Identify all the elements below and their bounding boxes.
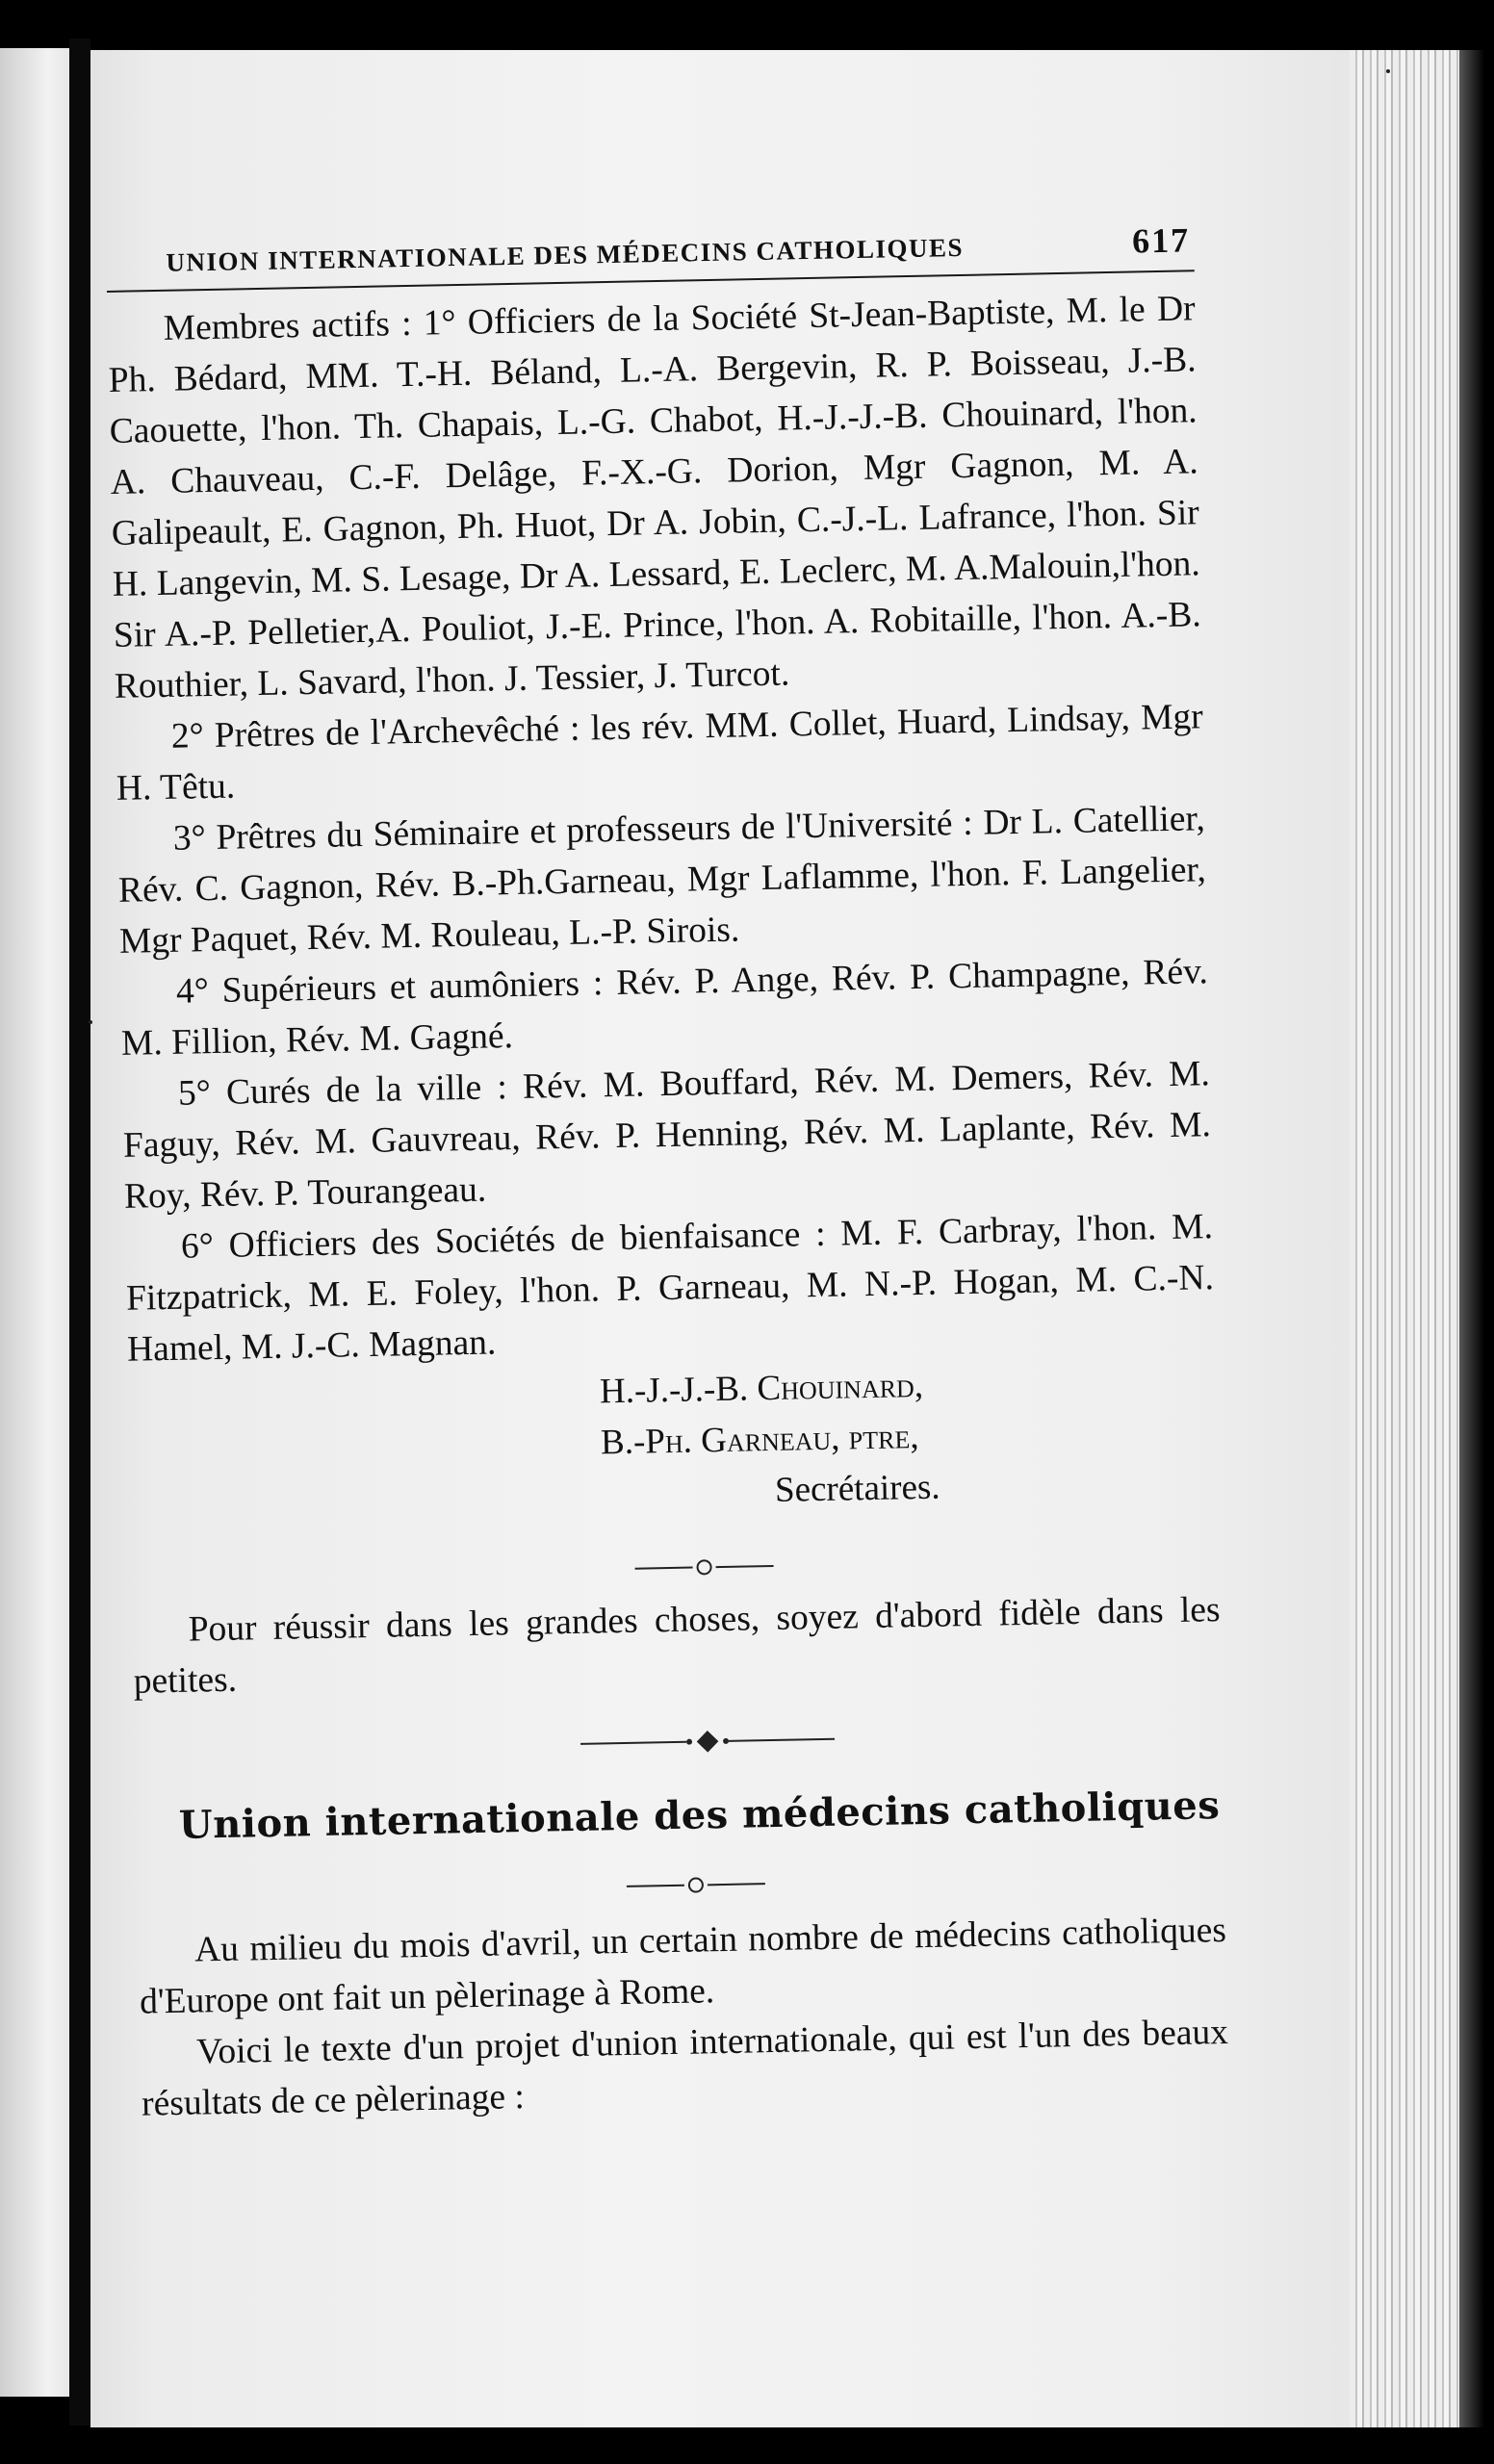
paragraph-archeveche: 2° Prêtres de l'Archevêché : les rév. MM. Collet, Huard, Lindsay, Mgr H. Têtu.: [116, 697, 1204, 808]
paragraph-cures: 5° Curés de la ville : Rév. M. Bouffard, Rév. M. Demers, Rév. M. Faguy, Rév. M. Gauvreau, Rév. P. Henning, Rév. M. Laplante, Rév. M. Roy, Rév. P. Tourangeau.: [122, 1054, 1212, 1217]
running-head-title: UNION INTERNATIONALE DES MÉDECINS CATHOLIQUES: [166, 232, 965, 277]
signature-block: [600, 1354, 1218, 1468]
stray-mark: [89, 1020, 92, 1024]
members-list: [107, 283, 1215, 1374]
stray-mark: [1386, 69, 1390, 73]
signature-chouinard: H.-J.-J.-B. Chouinard,: [599, 1365, 924, 1412]
page-number: 617: [1131, 220, 1191, 261]
section-body: [139, 1905, 1230, 2130]
title-ornament: [167, 1866, 1225, 1904]
paragraph-superieurs: 4° Supérieurs et aumôniers : Rév. P. Ange, Rév. P. Champagne, Rév. M. Fillion, Rév. M. Gagné.: [120, 952, 1209, 1064]
page-stack-edges: [1350, 50, 1484, 2427]
signature-garneau: B.-Ph. Garneau, ptre,: [600, 1417, 919, 1463]
paragraph-bienfaisance: 6° Officiers des Sociétés de bienfaisance : M. F. Carbray, l'hon. M. Fitzpatrick, M. E. Foley, l'hon. P. Garneau, M. N.-P. Hogan, M. C.-N. Hamel, M. J.-C. Magnan.: [125, 1207, 1215, 1370]
page-content: [106, 219, 1229, 2129]
adjacent-page-edge: [0, 48, 69, 2397]
book-gutter: [69, 38, 90, 2426]
section-paragraph-1: Au milieu du mois d'avril, un certain nombre de médecins catholiques d'Europe ont fait un pèlerinage à Rome.: [139, 1910, 1227, 2022]
separator-ornament: [189, 1540, 1219, 1591]
maxim-block: [132, 1584, 1222, 1707]
section-divider-ornament: [193, 1723, 1223, 1760]
maxim-text: Pour réussir dans les grandes choses, soyez d'abord fidèle dans les petites.: [133, 1590, 1221, 1702]
section-paragraph-2: Voici le texte d'un projet d'union internationale, qui est l'un des beaux résultats de ce pèlerinage :: [141, 2012, 1229, 2124]
section-title: Union internationale des médecins catholiques: [178, 1783, 1221, 1848]
paragraph-seminaire: 3° Prêtres du Séminaire et professeurs de l'Université : Dr L. Catellier, Rév. C. Gagnon, Rév. B.-Ph.Garneau, Mgr Laflamme, l'hon. F. Langelier, Mgr Paquet, Rév. M. Rouleau, L.-P. Sirois.: [117, 799, 1207, 962]
signature-role: Secrétaires.: [774, 1467, 940, 1510]
paragraph-officers-society: Membres actifs : 1° Officiers de la Société St-Jean-Baptiste, M. le Dr Ph. Bédard, MM. T.-H. Béland, L.-A. Bergevin, R. P. Boisseau, J.-B. Caouette, l'hon. Th. Chapais, L.-G. Chabot, H.-J.-J.-B. Chouinard, l'hon. A. Chauveau, C.-F. Delâge, F.-X.-G. Dorion, Mgr Gagnon, M. A. Galipeault, E. Gagnon, Ph. Huot, Dr A. Jobin, C.-J.-L. Lafrance, l'hon. Sir H. Langevin, M. S. Lesage, Dr A. Lessard, E. Leclerc, M. A.Malouin,l'hon. Sir A.-P. Pelletier,A. Pouliot, J.-E. Prince, l'hon. A. Robitaille, l'hon. A.-B. Routhier, L. Savard, l'hon. J. Tessier, J. Turcot.: [108, 289, 1202, 706]
